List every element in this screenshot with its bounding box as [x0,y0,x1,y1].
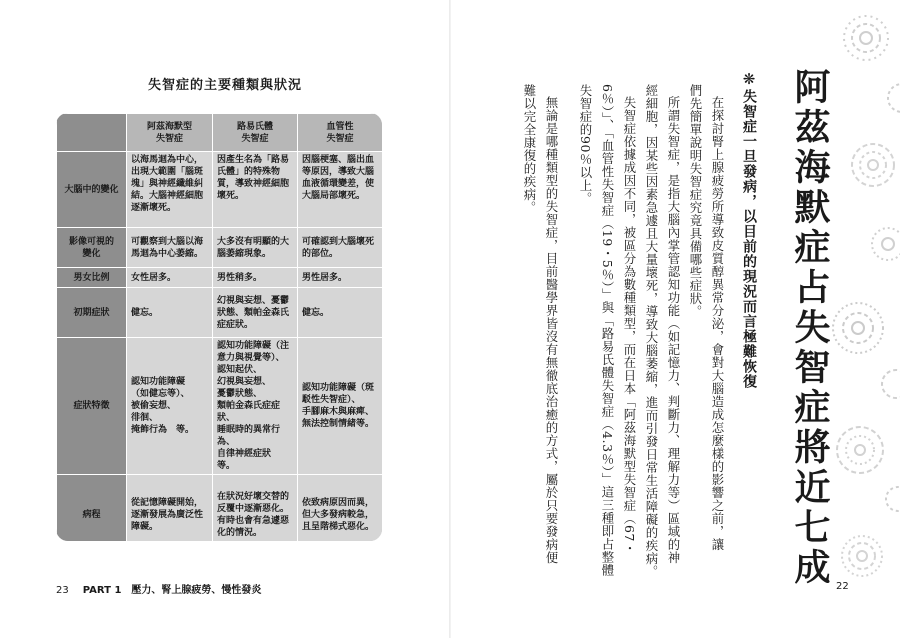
body-column: 難以完全康復的疾病。 [522,84,537,214]
table-row [57,228,383,268]
row-header-symptom-features: 症狀特徵 [57,338,127,475]
body-column: 在探討腎上腺疲勞所導致皮質醇異常分泌，會對大腦造成怎麼樣的影響之前，讓 [710,96,725,551]
table-header-row [57,114,383,152]
table-cell: 男性居多。 [298,268,383,288]
body-column: 經細胞，因某些因素急遽且大量壞死，導致大腦萎縮，進而引發日常生活障礙的疾病。 [644,84,659,578]
left-page-footer [56,581,261,596]
table-cell: 健忘。 [127,288,213,338]
table-cell: 女性居多。 [127,268,213,288]
body-column: 失智症的90％以上。 [578,84,593,205]
table-cell: 認知功能障礙（注 意力與視覺等）、 認知起伏、 幻視與妄想、 憂鬱狀態、 類帕金森氏症症狀、 睡眠時的異常行為、 自律神經症狀 等。 [213,338,298,475]
table-cell: 可觀察到大腦以海 馬迴為中心萎縮。 [127,228,213,268]
table-cell: 依致病原因而異， 但大多發病較急， 且呈階梯式惡化。 [298,475,383,542]
row-header-early-symptoms: 初期症狀 [57,288,127,338]
part-label: PART 1 壓力、腎上腺疲勞、慢性發炎 [82,585,262,596]
table-cell: 在狀況好壞交替的 反覆中逐漸惡化。 有時也會有急遽惡 化的情況。 [213,475,298,542]
flower-ornament-icon [880,482,900,516]
page-number-right: 22 [836,581,849,592]
row-header-sex-ratio: 男女比例 [57,268,127,288]
chapter-headline: 阿茲海默症占失智症將近七成 [789,68,830,588]
table-corner-cell [57,114,127,152]
table-cell: 以海馬迴為中心， 出現大範圍「腦斑 塊」與神經纖維糾 結。大腦神經細胞 逐漸壞死。 [127,152,213,228]
table-cell: 認知功能障礙（斑 駁性失智症）、 手腳麻木與麻痺、 無法控制情緒等。 [298,338,383,475]
body-column: 6％）」、「血管性失智症（19・5％）」與「路易氏體失智症（4.3％）」這三種即占整體 [600,84,615,577]
page-gutter [449,0,451,638]
flower-ornament-icon [826,296,890,360]
table-cell: 認知功能障礙 （如健忘等）、 被偷妄想、 徘徊、 掩飾行為 等。 [127,338,213,475]
column-header-vascular: 血管性 失智症 [298,114,383,152]
flower-ornament-icon [862,222,900,266]
flower-ornament-icon [838,10,894,66]
table-cell: 因腦梗塞、腦出血 等原因，導致大腦 血液循環變差，使 大腦局部壞死。 [298,152,383,228]
table-cell: 因產生名為「路易 氏體」的特殊物 質，導致神經細胞 壞死。 [213,152,298,228]
flower-ornament-icon [830,420,890,480]
table-cell: 幻視與妄想、憂鬱 狀態、類帕金森氏 症症狀。 [213,288,298,338]
subhead-text: 失智症一旦發病，以目前的現況而言極難恢復 [741,89,757,389]
body-column: 所謂失智症，是指大腦內掌管認知功能（如記憶力、判斷力、理解力等）區域的神 [666,96,681,564]
table-cell: 大多沒有明顯的大 腦萎縮現象。 [213,228,298,268]
table-row [57,152,383,228]
body-column: 無論是哪種類型的失智症，目前醫學界皆沒有無徹底治癒的方式，屬於只要發病便 [544,96,559,564]
row-header-disease-course: 病程 [57,475,127,542]
table-row [57,475,383,542]
body-column: 失智症依據成因不同，被區分為數種類型，而在日本「阿茲海默型失智症（67・ [622,96,637,555]
table-row [57,338,383,475]
table-title: 失智症的主要種類與狀況 [147,78,302,93]
table-cell: 男性稍多。 [213,268,298,288]
table-cell: 從記憶障礙開始， 逐漸發展為廣泛性 障礙。 [127,475,213,542]
table-cell: 可確認到大腦壞死 的部位。 [298,228,383,268]
table-cell: 健忘。 [298,288,383,338]
page-number-left: 23 [56,585,69,596]
flower-ornament-icon [884,78,900,118]
flower-ornament-icon [846,138,900,192]
body-column: 們先簡單說明失智症究竟具備哪些症狀。 [688,84,703,318]
row-header-imaging: 影像可視的 變化 [57,228,127,268]
row-header-brain-change: 大腦中的變化 [57,152,127,228]
column-header-alzheimer: 阿茲海默型 失智症 [127,114,213,152]
flower-ornament-icon [874,364,900,404]
flower-ornament-icon [836,530,888,582]
flower-bullet-icon: ❋ [740,70,758,89]
table-row [57,288,383,338]
section-subhead [740,70,758,389]
table-row [57,268,383,288]
column-header-lewy: 路易氏體 失智症 [213,114,298,152]
dementia-types-table [56,113,382,541]
